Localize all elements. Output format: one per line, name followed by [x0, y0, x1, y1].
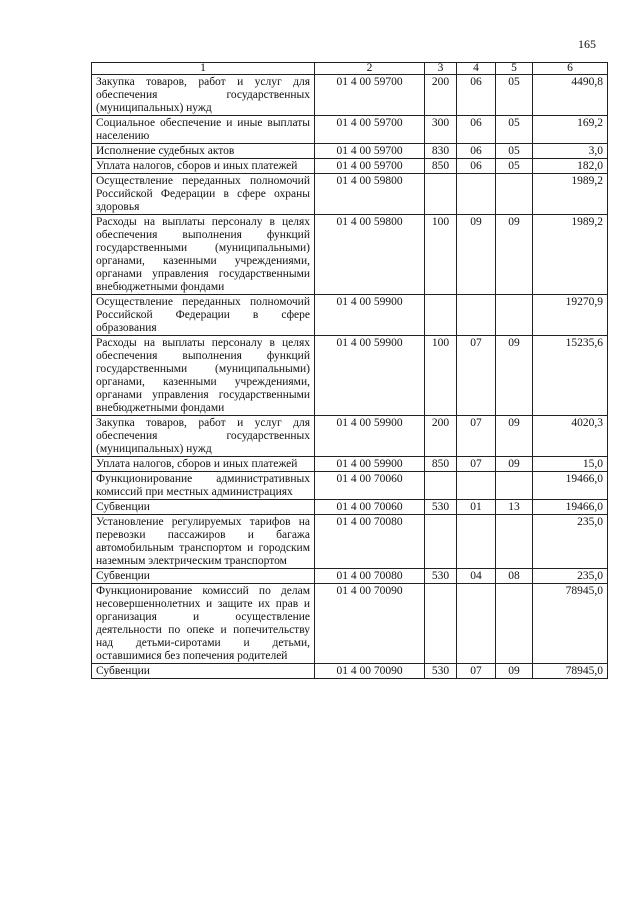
row-type-cell: 100	[425, 215, 457, 295]
row-section-cell: 07	[457, 416, 496, 457]
row-subsection-cell: 13	[496, 500, 533, 515]
header-row	[92, 63, 608, 75]
row-amount-cell: 3,0	[533, 144, 608, 159]
row-subsection-cell	[496, 515, 533, 569]
column-header: 1	[92, 63, 315, 75]
row-type-cell: 530	[425, 569, 457, 584]
row-code-cell: 01 4 00 70060	[315, 472, 425, 500]
row-amount-cell: 15,0	[533, 457, 608, 472]
row-name-cell: Установление регулируемых тарифов на перевозки пассажиров и багажа автомобильным транспортом и городским наземным электрическим транспортом	[92, 515, 315, 569]
row-section-cell: 04	[457, 569, 496, 584]
row-section-cell	[457, 515, 496, 569]
row-type-cell	[425, 584, 457, 664]
row-section-cell: 06	[457, 159, 496, 174]
row-name-cell: Исполнение судебных актов	[92, 144, 315, 159]
row-amount-cell: 4020,3	[533, 416, 608, 457]
row-type-cell	[425, 295, 457, 336]
row-section-cell	[457, 174, 496, 215]
row-section-cell: 09	[457, 215, 496, 295]
row-type-cell: 530	[425, 500, 457, 515]
row-code-cell: 01 4 00 70080	[315, 515, 425, 569]
table-row	[92, 500, 608, 515]
row-name-cell: Субвенции	[92, 569, 315, 584]
row-name-cell: Функционирование административных комиссий при местных администрациях	[92, 472, 315, 500]
column-header: 6	[533, 63, 608, 75]
row-subsection-cell: 09	[496, 215, 533, 295]
row-subsection-cell	[496, 472, 533, 500]
row-name-cell: Закупка товаров, работ и услуг для обеспечения государственных (муниципальных) нужд	[92, 75, 315, 116]
row-name-cell: Закупка товаров, работ и услуг для обеспечения государственных (муниципальных) нужд	[92, 416, 315, 457]
row-subsection-cell: 05	[496, 159, 533, 174]
row-code-cell: 01 4 00 70060	[315, 500, 425, 515]
row-type-cell: 850	[425, 457, 457, 472]
column-header: 5	[496, 63, 533, 75]
row-name-cell: Расходы на выплаты персоналу в целях обеспечения выполнения функций государственными (муниципальными) органами, казенными учреждениями, органами управления государственными внебюджетными фондами	[92, 215, 315, 295]
row-amount-cell: 182,0	[533, 159, 608, 174]
row-subsection-cell	[496, 584, 533, 664]
row-section-cell: 06	[457, 144, 496, 159]
table-row	[92, 664, 608, 679]
row-subsection-cell	[496, 295, 533, 336]
row-code-cell: 01 4 00 70080	[315, 569, 425, 584]
row-code-cell: 01 4 00 70090	[315, 584, 425, 664]
row-code-cell: 01 4 00 59900	[315, 295, 425, 336]
row-name-cell: Субвенции	[92, 664, 315, 679]
row-type-cell: 830	[425, 144, 457, 159]
column-header: 4	[457, 63, 496, 75]
row-subsection-cell: 09	[496, 416, 533, 457]
table-row	[92, 174, 608, 215]
column-header: 3	[425, 63, 457, 75]
row-type-cell	[425, 515, 457, 569]
row-amount-cell: 1989,2	[533, 215, 608, 295]
table-row	[92, 584, 608, 664]
row-name-cell: Расходы на выплаты персоналу в целях обеспечения выполнения функций государственными (муниципальными) органами, казенными учреждениями, органами управления государственными внебюджетными фондами	[92, 336, 315, 416]
row-amount-cell: 169,2	[533, 116, 608, 144]
row-amount-cell: 78945,0	[533, 584, 608, 664]
row-subsection-cell: 09	[496, 457, 533, 472]
row-section-cell: 07	[457, 664, 496, 679]
row-section-cell	[457, 584, 496, 664]
row-amount-cell: 235,0	[533, 569, 608, 584]
table-body	[92, 75, 608, 679]
row-name-cell: Осуществление переданных полномочий Российской Федерации в сфере охраны здоровья	[92, 174, 315, 215]
row-subsection-cell: 05	[496, 116, 533, 144]
table-row	[92, 295, 608, 336]
table-row	[92, 569, 608, 584]
row-subsection-cell: 09	[496, 664, 533, 679]
row-amount-cell: 78945,0	[533, 664, 608, 679]
table-row	[92, 159, 608, 174]
row-code-cell: 01 4 00 59700	[315, 159, 425, 174]
row-section-cell	[457, 472, 496, 500]
table-row	[92, 472, 608, 500]
column-header: 2	[315, 63, 425, 75]
row-section-cell	[457, 295, 496, 336]
table-row	[92, 75, 608, 116]
row-amount-cell: 235,0	[533, 515, 608, 569]
row-code-cell: 01 4 00 59700	[315, 116, 425, 144]
row-section-cell: 01	[457, 500, 496, 515]
row-type-cell: 300	[425, 116, 457, 144]
row-name-cell: Субвенции	[92, 500, 315, 515]
row-amount-cell: 19466,0	[533, 472, 608, 500]
row-code-cell: 01 4 00 59900	[315, 336, 425, 416]
row-type-cell: 200	[425, 416, 457, 457]
row-section-cell: 07	[457, 336, 496, 416]
table-row	[92, 336, 608, 416]
row-subsection-cell: 08	[496, 569, 533, 584]
row-subsection-cell	[496, 174, 533, 215]
row-code-cell: 01 4 00 59700	[315, 144, 425, 159]
row-amount-cell: 15235,6	[533, 336, 608, 416]
row-type-cell: 100	[425, 336, 457, 416]
row-type-cell: 530	[425, 664, 457, 679]
table-row	[92, 215, 608, 295]
row-type-cell: 200	[425, 75, 457, 116]
page-number: 165	[578, 37, 596, 51]
budget-table	[91, 62, 608, 679]
row-code-cell: 01 4 00 59800	[315, 215, 425, 295]
row-subsection-cell: 05	[496, 75, 533, 116]
row-section-cell: 06	[457, 116, 496, 144]
row-name-cell: Уплата налогов, сборов и иных платежей	[92, 159, 315, 174]
row-name-cell: Социальное обеспечение и иные выплаты населению	[92, 116, 315, 144]
row-name-cell: Осуществление переданных полномочий Российской Федерации в сфере образования	[92, 295, 315, 336]
row-type-cell: 850	[425, 159, 457, 174]
row-code-cell: 01 4 00 59900	[315, 457, 425, 472]
table-row	[92, 416, 608, 457]
table-row	[92, 116, 608, 144]
table-row	[92, 144, 608, 159]
row-code-cell: 01 4 00 59700	[315, 75, 425, 116]
row-type-cell	[425, 472, 457, 500]
row-type-cell	[425, 174, 457, 215]
row-code-cell: 01 4 00 59900	[315, 416, 425, 457]
row-code-cell: 01 4 00 59800	[315, 174, 425, 215]
row-name-cell: Функционирование комиссий по делам несовершеннолетних и защите их прав и организация и осуществление деятельности по опеке и попечительству над детьми-сиротами и детьми, оставшимися без попечения родителей	[92, 584, 315, 664]
row-section-cell: 06	[457, 75, 496, 116]
row-code-cell: 01 4 00 70090	[315, 664, 425, 679]
row-amount-cell: 19270,9	[533, 295, 608, 336]
row-name-cell: Уплата налогов, сборов и иных платежей	[92, 457, 315, 472]
row-amount-cell: 4490,8	[533, 75, 608, 116]
row-amount-cell: 1989,2	[533, 174, 608, 215]
row-subsection-cell: 05	[496, 144, 533, 159]
row-section-cell: 07	[457, 457, 496, 472]
row-amount-cell: 19466,0	[533, 500, 608, 515]
table-row	[92, 515, 608, 569]
table-row	[92, 457, 608, 472]
row-subsection-cell: 09	[496, 336, 533, 416]
